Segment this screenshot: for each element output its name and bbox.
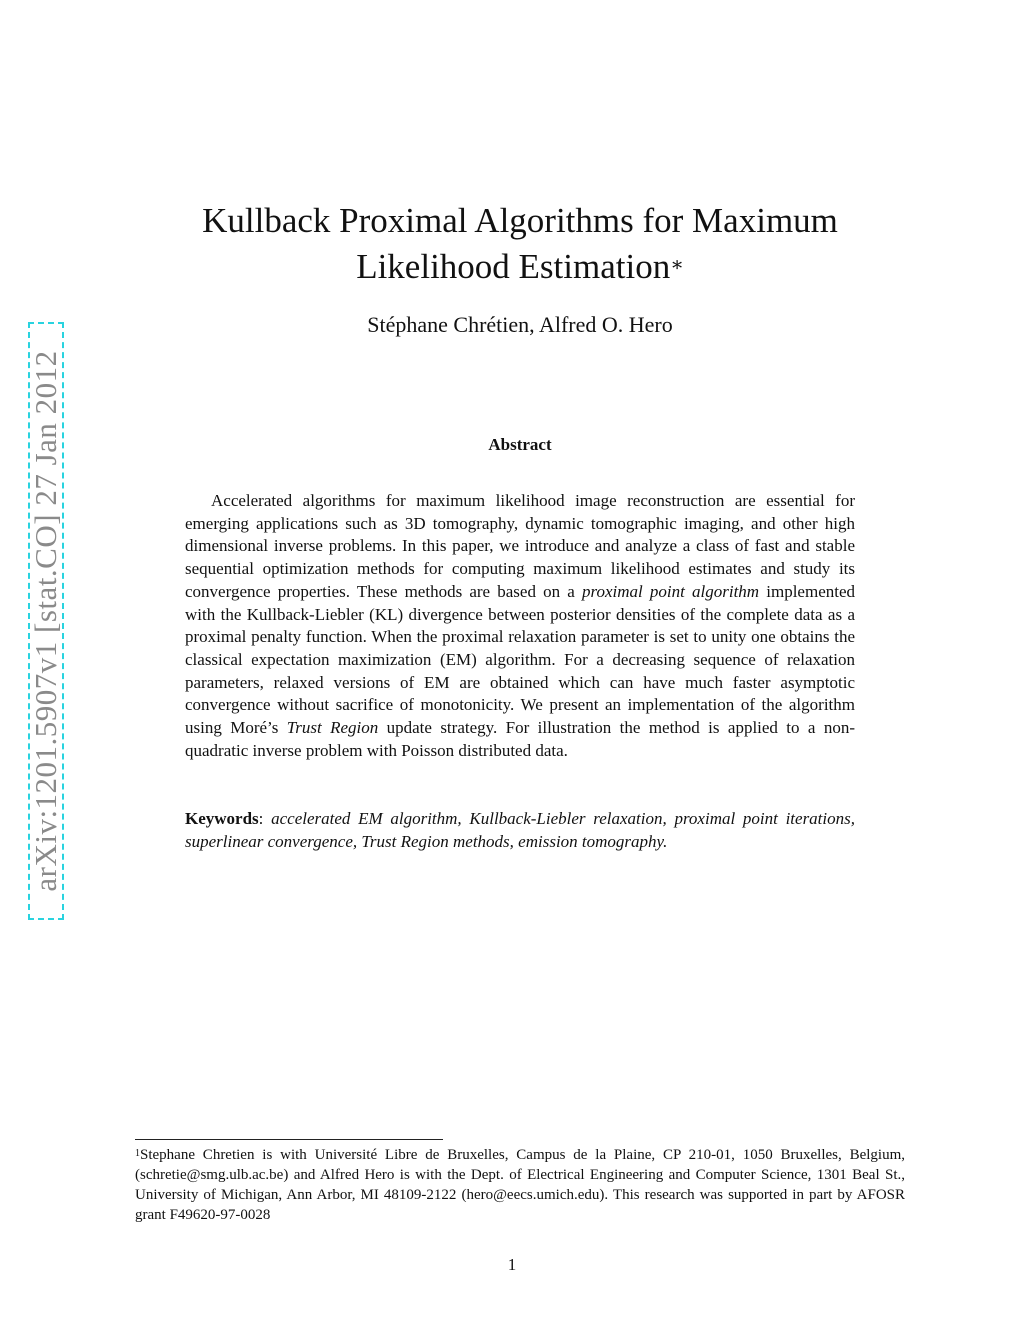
abstract-heading: Abstract <box>488 435 552 454</box>
keywords-list: accelerated EM algorithm, Kullback-Liebler relaxation, proximal point iterations, superlinear convergence, Trust Region methods, emission tomography. <box>185 809 855 851</box>
footnote-text: Stephane Chretien is with Université Libre de Bruxelles, Campus de la Plaine, CP 210-01, 1050 Bruxelles, Belgium, (schretie@smg.ulb.ac.be) and Alfred Hero is with the Dept. of Electrical Engineering and Computer Science, 1301 Beal St., University of Michigan, Ann Arbor, MI 48109-2122 (hero@eecs.umich.edu). This research was supported in part by AFOSR grant F49620-97-0028 <box>135 1147 905 1223</box>
abstract-body <box>185 490 855 762</box>
title-line-1: Kullback Proximal Algorithms for Maximum <box>202 201 838 240</box>
abstract-italic-term-1: proximal point algorithm <box>582 581 760 601</box>
keywords-separator: : <box>258 809 272 828</box>
title-line-2: Likelihood Estimation <box>356 247 671 286</box>
footnote-divider <box>135 1139 443 1140</box>
abstract-text-2: implemented with the Kullback-Liebler (KL) divergence between posterior densities of the complete data as a proximal penalty function. When the proximal relaxation parameter is set to unity one obtains the classical expectation maximization (EM) algorithm. For a decreasing sequence of relaxation parameters, relaxed versions of EM are obtained which can have much faster asymptotic convergence without sacrifice of monotonicity. We present an implementation of the algorithm using Moré’s <box>185 581 856 738</box>
arxiv-stamp <box>28 322 64 920</box>
footnote <box>135 1145 905 1225</box>
abstract-italic-term-2: Trust Region <box>286 718 379 738</box>
abstract-text-1: Accelerated algorithms for maximum likelihood image reconstruction are essential for emerging applications such as 3D tomography, dynamic tomographic imaging, and other high dimensional inverse problems. In this paper, we introduce and analyze a class of fast and stable sequential optimization methods for computing maximum likelihood estimates and study its convergence properties. These methods are based on a <box>185 491 855 601</box>
page-number: 1 <box>507 1255 517 1274</box>
keywords-label: Keywords <box>185 809 259 828</box>
author-list: Stéphane Chrétien, Alfred O. Hero <box>367 312 673 337</box>
keywords-section <box>185 808 855 853</box>
arxiv-identifier: arXiv:1201.5907v1 [stat.CO] 27 Jan 2012 <box>28 350 63 892</box>
paper-title <box>160 198 880 290</box>
abstract-text-3: update strategy. For illustration the method is applied to a non-quadratic inverse problem with Poisson distributed data. <box>185 718 855 760</box>
footnote-mark: 1 <box>135 1148 140 1159</box>
title-footnote-mark: ∗ <box>670 254 684 276</box>
